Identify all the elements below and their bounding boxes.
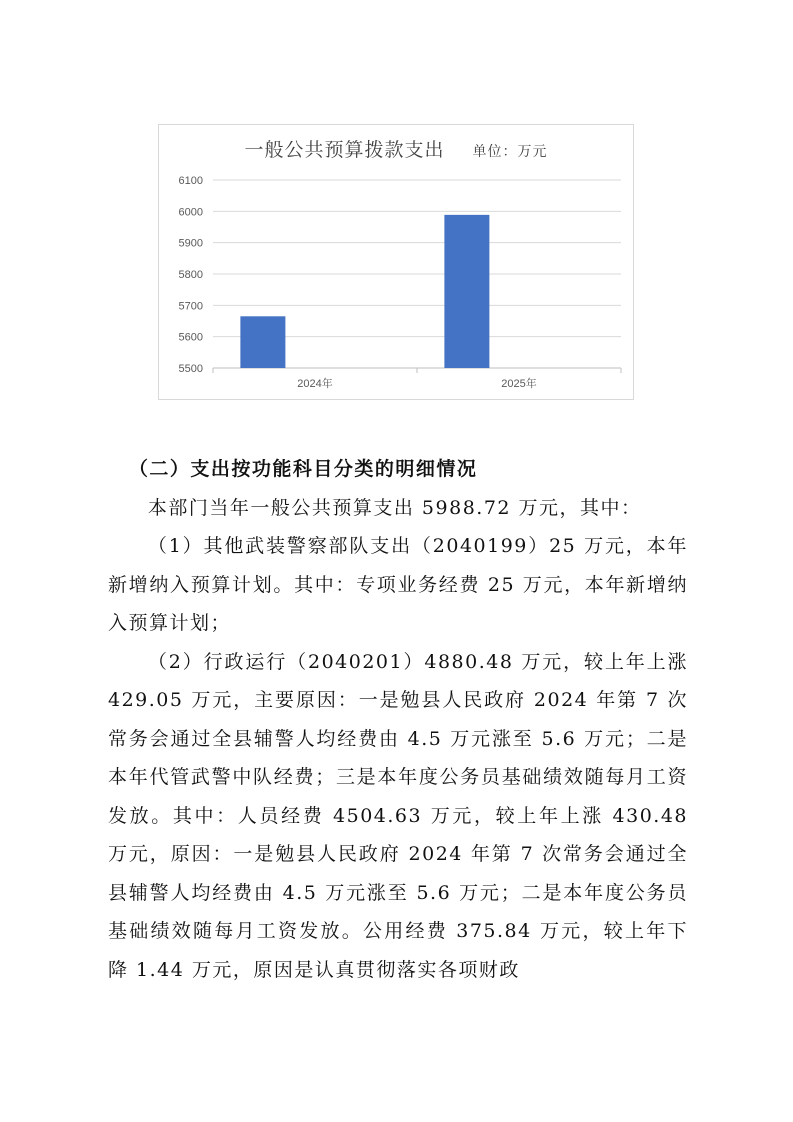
y-tick-label: 5800 <box>178 269 203 281</box>
x-tick-label: 2024年 <box>297 378 333 390</box>
y-tick-label: 6100 <box>178 175 203 187</box>
bar-2024年 <box>240 316 285 368</box>
paragraph-total: 本部门当年一般公共预算支出 5988.72 万元，其中： <box>147 496 642 519</box>
y-tick-label: 5900 <box>178 237 203 250</box>
budget-chart <box>158 124 634 400</box>
bar-2025年 <box>444 215 489 368</box>
y-tick-label: 5600 <box>178 331 203 344</box>
section-heading: （二）支出按功能科目分类的明细情况 <box>128 458 478 480</box>
y-tick-label: 5500 <box>178 363 203 375</box>
paragraph-item-2: （2）行政运行（2040201）4880.48 万元，较上年上涨 429.05 万元，主要原因：一是勉县人民政府 2024 年第 7 次常务会通过全县辅警人均经费由 4.5 万元涨至 5.6 万元；二是本年代管武警中队经费；三是本年度公务员基础绩效随每月工资发放。其中：人员经费 4504.63 万元，较上年上涨 430.48 万元，原因：一是勉县人民政府 2024 年第 7 次常务会通过全县辅警人均经费由 4.5 万元涨至 5.6 万元；二是本年度公务员基础绩效随每月工资发放。公用经费 375.84 万元，较上年下降 1.44 万元，原因是认真贯彻落实各项财政 <box>108 650 688 981</box>
x-tick-label: 2025年 <box>501 378 537 390</box>
y-tick-label: 5700 <box>178 300 203 313</box>
y-tick-label: 6000 <box>178 206 203 219</box>
chart-title-text: 一般公共预算拨款支出 <box>244 139 445 161</box>
chart-unit-label: 单位：万元 <box>472 144 548 160</box>
section-body <box>108 450 688 989</box>
chart-plot-area <box>159 125 635 401</box>
paragraph-item-1: （1）其他武装警察部队支出（2040199）25 万元，本年新增纳入预算计划。其中：专项业务经费 25 万元，本年新增纳入预算计划； <box>108 535 688 634</box>
